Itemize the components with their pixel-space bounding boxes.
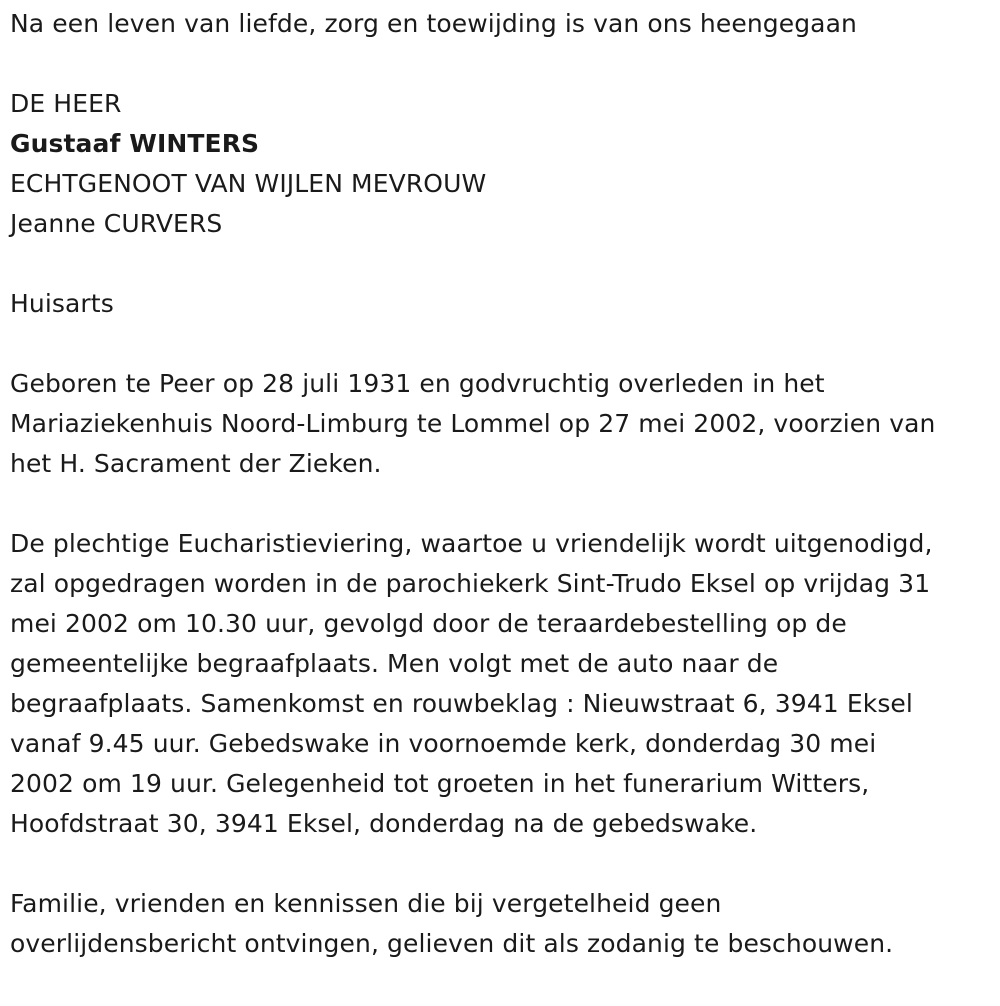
paragraph-line: Mariaziekenhuis Noord-Limburg te Lommel op 27 mei 2002, voorzien van xyxy=(10,409,936,438)
spacer xyxy=(10,324,990,364)
spouse-name: Jeanne CURVERS xyxy=(10,209,223,238)
paragraph-line: gemeentelijke begraafplaats. Men volgt met de auto naar de xyxy=(10,649,779,678)
spacer xyxy=(10,244,990,284)
paragraph-line: begraafplaats. Samenkomst en rouwbeklag : Nieuwstraat 6, 3941 Eksel xyxy=(10,689,913,718)
paragraph-line: het H. Sacrament der Zieken. xyxy=(10,449,382,478)
paragraph-line: mei 2002 om 10.30 uur, gevolgd door de teraardebestelling op de xyxy=(10,609,847,638)
deceased-name xyxy=(10,124,990,164)
honorific-title: DE HEER xyxy=(10,89,122,118)
paragraph-line: Hoofdstraat 30, 3941 Eksel, donderdag na de gebedswake. xyxy=(10,809,758,838)
closing-paragraph xyxy=(10,884,990,964)
spouse-label: ECHTGENOOT VAN WIJLEN MEVROUW xyxy=(10,169,487,198)
deceased-name-text: Gustaaf WINTERS xyxy=(10,129,260,158)
spacer xyxy=(10,484,990,524)
paragraph-line: zal opgedragen worden in de parochiekerk Sint-Trudo Eksel op vrijdag 31 xyxy=(10,569,931,598)
paragraph-line: 2002 om 19 uur. Gelegenheid tot groeten in het funerarium Witters, xyxy=(10,769,870,798)
intro-line: Na een leven van liefde, zorg en toewijding is van ons heengegaan xyxy=(10,9,857,38)
profession: Huisarts xyxy=(10,289,114,318)
obituary-notice xyxy=(10,0,990,964)
paragraph-line: De plechtige Eucharistieviering, waartoe u vriendelijk wordt uitgenodigd, xyxy=(10,529,933,558)
spacer xyxy=(10,44,990,84)
paragraph-line: overlijdensbericht ontvingen, gelieven dit als zodanig te beschouwen. xyxy=(10,929,894,958)
paragraph-line: Familie, vrienden en kennissen die bij vergetelheid geen xyxy=(10,889,722,918)
spacer xyxy=(10,844,990,884)
ceremony-paragraph xyxy=(10,524,990,844)
birth-death-paragraph xyxy=(10,364,990,484)
paragraph-line: Geboren te Peer op 28 juli 1931 en godvruchtig overleden in het xyxy=(10,369,825,398)
paragraph-line: vanaf 9.45 uur. Gebedswake in voornoemde kerk, donderdag 30 mei xyxy=(10,729,877,758)
